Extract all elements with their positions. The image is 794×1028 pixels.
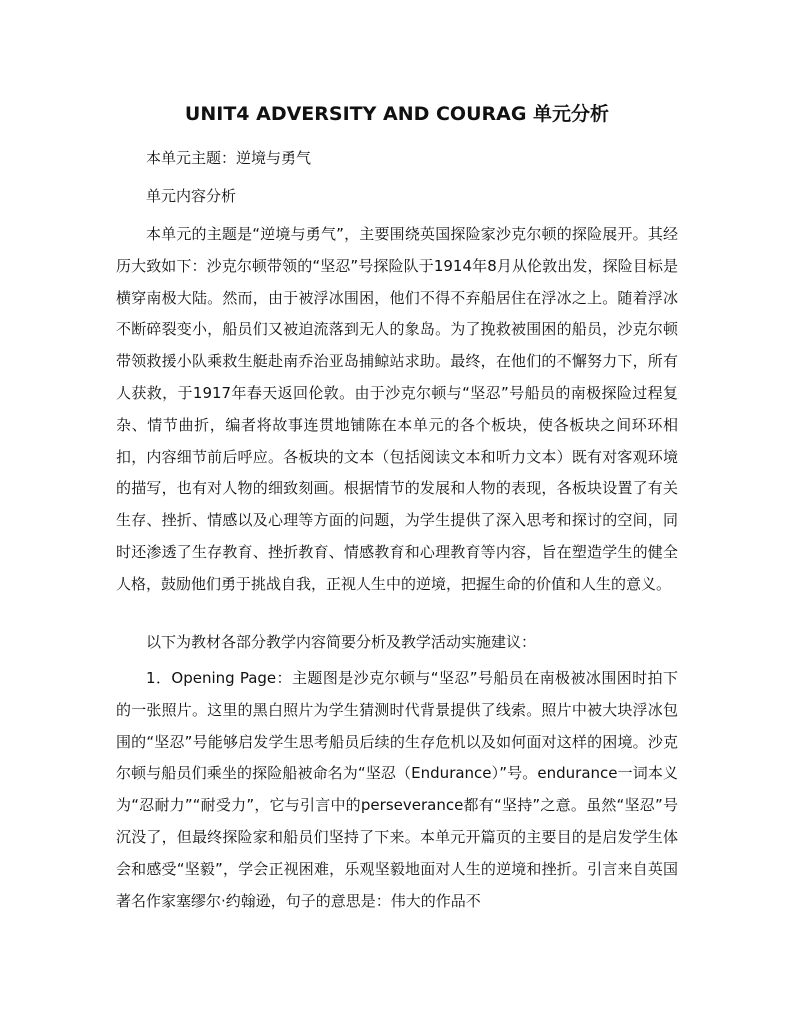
body-paragraph-intro: 以下为教材各部分教学内容简要分析及教学活动实施建议： xyxy=(146,633,537,651)
body-paragraph-opening-page: 1．Opening Page：主题图是沙克尔顿与“坚忍”号船员在南极被冰围困时拍下的一张照片。这里的黑白照片为学生猜测时代背景提供了线索。照片中被大块浮冰包围的“坚忍”号能够启发学生思考船员后续的生存危机以及如何面对这样的困境。沙克尔顿与船员们乘坐的探险船被命名为“坚忍（Endurance）”号。endurance一词本义为“忍耐力”“耐受力”，它与引言中的perseverance都有“坚持”之意。虽然“坚忍”号沉没了，但最终探险家和船员们坚持了下来。本单元开篇页的主要目的是启发学生体会和感受“坚毅”，学会正视困难，乐观坚毅地面对人生的逆境和挫折。引言来自英国著名作家塞缪尔·约翰逊，句子的意思是：伟大的作品不 xyxy=(116,669,678,910)
body-paragraph-overview: 本单元的主题是“逆境与勇气”，主要围绕英国探险家沙克尔顿的探险展开。其经历大致如下：沙克尔顿带领的“坚忍”号探险队于1914年8月从伦敦出发，探险目标是横穿南极大陆。然而，由于被浮冰围困，他们不得不弃船居住在浮冰之上。随着浮冰不断碎裂变小，船员们又被迫流落到无人的象岛。为了挽救被围困的船员，沙克尔顿带领救援小队乘救生艇赴南乔治亚岛捕鲸站求助。最终，在他们的不懈努力下，所有人获救，于1917年春天返回伦敦。由于沙克尔顿与“坚忍”号船员的南极探险过程复杂、情节曲折，编者将故事连贯地铺陈在本单元的各个板块，使各板块之间环环相扣，内容细节前后呼应。各板块的文本（包括阅读文本和听力文本）既有对客观环境的描写，也有对人物的细致刻画。根据情节的发展和人物的表现，各板块设置了有关生存、挫折、情感以及心理等方面的问题，为学生提供了深入思考和探讨的空间，同时还渗透了生存教育、挫折教育、情感教育和心理教育等内容，旨在塑造学生的健全人格，鼓励他们勇于挑战自我，正视人生中的逆境，把握生命的价值和人生的意义。 xyxy=(116,225,678,593)
document-title: UNIT4 ADVERSITY AND COURAG 单元分析 xyxy=(184,103,610,125)
unit-theme-line: 本单元主题：逆境与勇气 xyxy=(146,149,312,167)
section-heading: 单元内容分析 xyxy=(146,187,237,205)
